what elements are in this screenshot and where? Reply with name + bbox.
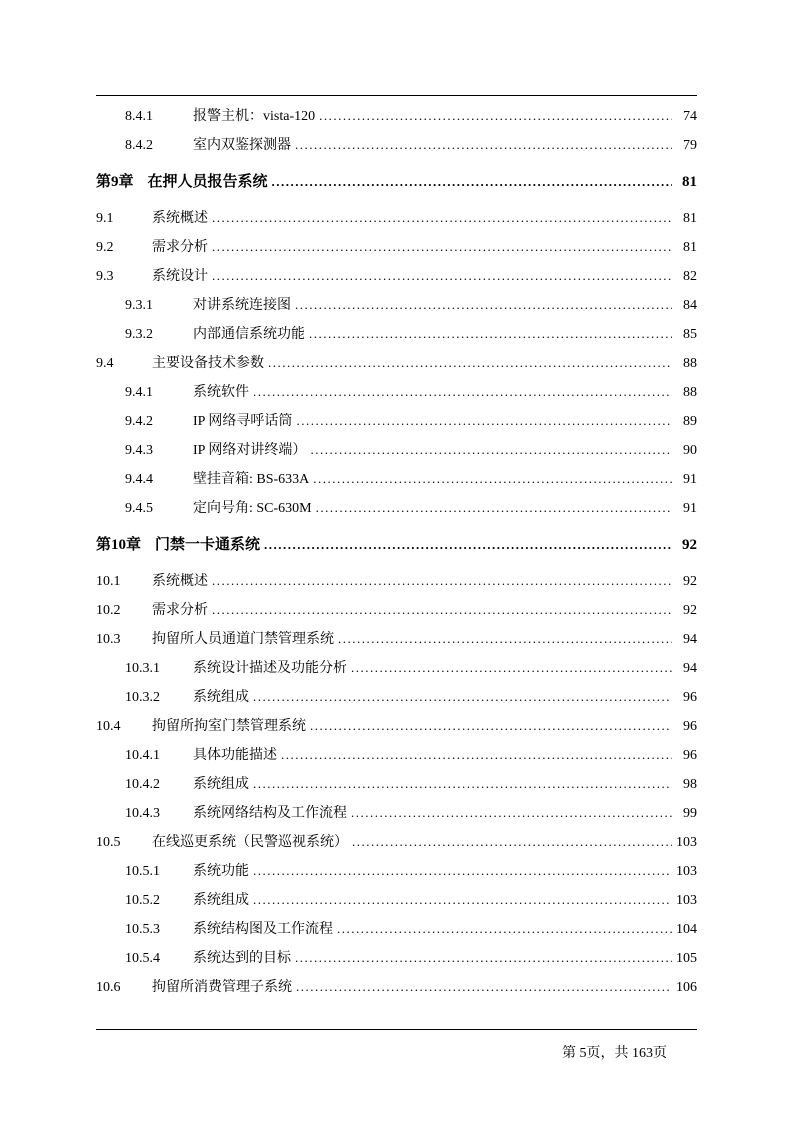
dot-leader: [337, 914, 672, 943]
toc-entry-title: 系统设计: [152, 269, 208, 284]
toc-entry-number: 9.3: [96, 269, 114, 284]
toc-entry: [96, 530, 697, 559]
dot-leader: [316, 493, 672, 522]
dot-leader: [296, 406, 672, 435]
toc-entry-page: 91: [683, 472, 697, 487]
toc-entry: [96, 827, 697, 856]
toc-entry-number: 8.4.1: [125, 109, 153, 124]
toc-entry-page: 103: [676, 893, 697, 908]
dot-leader: [253, 769, 672, 798]
toc-entry: [96, 595, 697, 624]
toc-entry-title: 系统组成: [193, 690, 249, 705]
toc-entry-title: 需求分析: [152, 240, 208, 255]
toc-entry-number: 10.4.3: [125, 806, 160, 821]
toc-entry-title: 室内双鉴探测器: [193, 138, 291, 153]
page-number-indicator: 第 5页，共 163页: [562, 1046, 667, 1061]
toc-entry-number: 10.4.1: [125, 748, 160, 763]
toc-entry-title: 系统组成: [193, 777, 249, 792]
toc-entry-title: 系统概述: [152, 574, 208, 589]
toc-entry-number: 第10章: [96, 537, 142, 553]
toc-entry-page: 94: [683, 661, 697, 676]
toc-entry-number: 10.5: [96, 835, 121, 850]
page-footer: [96, 1029, 697, 1062]
toc-entry: [96, 261, 697, 290]
dot-leader: [212, 232, 672, 261]
dot-leader: [212, 566, 672, 595]
toc-entry: [96, 493, 697, 522]
toc-entry-title: 壁挂音箱: BS-633A: [193, 472, 310, 487]
toc-entry-number: 10.1: [96, 574, 121, 589]
header-rule: [96, 95, 697, 96]
dot-leader: [351, 653, 672, 682]
toc-entry: [96, 943, 697, 972]
toc-entry-number: 9.3.2: [125, 327, 153, 342]
toc-entry-number: 10.3: [96, 632, 121, 647]
toc-entry: [96, 856, 697, 885]
toc-entry-page: 92: [682, 537, 697, 553]
toc-entry-number: 9.2: [96, 240, 114, 255]
dot-leader: [351, 798, 672, 827]
toc-entry-number: 10.5.2: [125, 893, 160, 908]
dot-leader: [319, 101, 672, 130]
toc-entry-title: IP 网络对讲终端）: [193, 443, 307, 458]
toc-entry-title: 在押人员报告系统: [147, 174, 268, 190]
dot-leader: [212, 261, 672, 290]
toc-entry-page: 85: [683, 327, 697, 342]
toc-entry-page: 81: [683, 240, 697, 255]
dot-leader: [253, 682, 672, 711]
dot-leader: [352, 827, 672, 856]
toc-entry: [96, 290, 697, 319]
toc-entry-number: 10.3.2: [125, 690, 160, 705]
dot-leader: [281, 740, 672, 769]
toc-entry-number: 10.3.1: [125, 661, 160, 676]
toc-entry-page: 94: [683, 632, 697, 647]
toc-entry-page: 91: [683, 501, 697, 516]
dot-leader: [338, 624, 672, 653]
toc-entry-page: 81: [683, 211, 697, 226]
toc-entry: [96, 682, 697, 711]
toc-entry-title: 具体功能描述: [193, 748, 277, 763]
toc-entry-title: 需求分析: [152, 603, 208, 618]
dot-leader: [253, 885, 672, 914]
dot-leader: [309, 319, 672, 348]
toc-entry: [96, 624, 697, 653]
toc-entry-title: 拘留所消费管理子系统: [152, 980, 292, 995]
toc-entry: [96, 319, 697, 348]
toc-entry-number: 10.4: [96, 719, 121, 734]
toc-entry-title: 在线巡更系统（民警巡视系统）: [152, 835, 348, 850]
toc-entry-page: 84: [683, 298, 697, 313]
toc-entry-number: 10.5.1: [125, 864, 160, 879]
dot-leader: [310, 435, 672, 464]
toc-entry-title: 拘留所人员通道门禁管理系统: [152, 632, 334, 647]
toc-entry-page: 88: [683, 385, 697, 400]
dot-leader: [272, 167, 672, 196]
toc-entry-page: 89: [683, 414, 697, 429]
toc-entry-title: 对讲系统连接图: [193, 298, 291, 313]
toc-entry-title: 定向号角: SC-630M: [193, 501, 312, 516]
toc-entry-title: 报警主机：vista-120: [193, 109, 316, 124]
toc-entry-title: 系统功能: [193, 864, 249, 879]
toc-entry: [96, 740, 697, 769]
dot-leader: [268, 348, 672, 377]
toc-entry: [96, 348, 697, 377]
dot-leader: [212, 203, 672, 232]
toc-entry: [96, 167, 697, 196]
toc-entry-number: 10.5.4: [125, 951, 160, 966]
toc-entry-page: 96: [683, 690, 697, 705]
toc-entry-number: 9.4: [96, 356, 114, 371]
toc-entry-title: 系统设计描述及功能分析: [193, 661, 347, 676]
toc-entry-number: 10.4.2: [125, 777, 160, 792]
toc-entry: [96, 711, 697, 740]
toc-entry-title: IP 网络寻呼话筒: [193, 414, 293, 429]
toc-entry-title: 系统网络结构及工作流程: [193, 806, 347, 821]
toc-entry: [96, 203, 697, 232]
toc-entry-page: 74: [683, 109, 697, 124]
toc-entry-number: 9.3.1: [125, 298, 153, 313]
toc-entry-title: 系统组成: [193, 893, 249, 908]
dot-leader: [313, 464, 672, 493]
toc-entry-page: 88: [683, 356, 697, 371]
toc-entry: [96, 798, 697, 827]
toc-entry-number: 10.5.3: [125, 922, 160, 937]
dot-leader: [264, 530, 672, 559]
dot-leader: [295, 943, 672, 972]
toc-entry: [96, 406, 697, 435]
dot-leader: [212, 595, 672, 624]
toc-entry: [96, 653, 697, 682]
toc-entry-title: 系统软件: [193, 385, 249, 400]
toc-entry-title: 拘留所拘室门禁管理系统: [152, 719, 306, 734]
toc-entry-page: 98: [683, 777, 697, 792]
toc-entry-page: 81: [682, 174, 697, 190]
toc-entry-number: 9.4.3: [125, 443, 153, 458]
table-of-contents: [96, 101, 697, 1001]
dot-leader: [295, 130, 672, 159]
toc-entry: [96, 101, 697, 130]
toc-entry-page: 96: [683, 748, 697, 763]
dot-leader: [310, 711, 672, 740]
toc-entry-page: 104: [676, 922, 697, 937]
toc-entry-page: 92: [683, 603, 697, 618]
toc-entry-number: 9.4.5: [125, 501, 153, 516]
toc-entry-number: 10.2: [96, 603, 121, 618]
toc-entry-page: 105: [676, 951, 697, 966]
toc-entry: [96, 130, 697, 159]
toc-entry: [96, 769, 697, 798]
toc-entry: [96, 377, 697, 406]
toc-entry-title: 系统概述: [152, 211, 208, 226]
toc-entry-number: 9.4.4: [125, 472, 153, 487]
toc-entry-page: 103: [676, 835, 697, 850]
toc-entry-page: 90: [683, 443, 697, 458]
toc-entry-page: 103: [676, 864, 697, 879]
toc-entry-title: 门禁一卡通系统: [155, 537, 261, 553]
toc-entry-number: 8.4.2: [125, 138, 153, 153]
toc-entry-page: 79: [683, 138, 697, 153]
toc-entry-number: 10.6: [96, 980, 121, 995]
dot-leader: [296, 972, 672, 1001]
toc-entry-number: 9.1: [96, 211, 114, 226]
toc-entry: [96, 885, 697, 914]
toc-entry-title: 系统达到的目标: [193, 951, 291, 966]
toc-entry: [96, 232, 697, 261]
toc-entry-number: 第9章: [96, 174, 134, 190]
toc-entry-page: 99: [683, 806, 697, 821]
dot-leader: [295, 290, 672, 319]
toc-entry-title: 系统结构图及工作流程: [193, 922, 333, 937]
toc-entry-number: 9.4.1: [125, 385, 153, 400]
dot-leader: [253, 856, 672, 885]
toc-entry-number: 9.4.2: [125, 414, 153, 429]
toc-entry: [96, 972, 697, 1001]
toc-entry: [96, 435, 697, 464]
toc-entry: [96, 464, 697, 493]
toc-entry-page: 106: [676, 980, 697, 995]
toc-entry: [96, 914, 697, 943]
toc-entry-title: 主要设备技术参数: [152, 356, 264, 371]
dot-leader: [253, 377, 672, 406]
toc-entry: [96, 566, 697, 595]
toc-entry-page: 92: [683, 574, 697, 589]
toc-entry-page: 96: [683, 719, 697, 734]
toc-entry-page: 82: [683, 269, 697, 284]
toc-entry-title: 内部通信系统功能: [193, 327, 305, 342]
